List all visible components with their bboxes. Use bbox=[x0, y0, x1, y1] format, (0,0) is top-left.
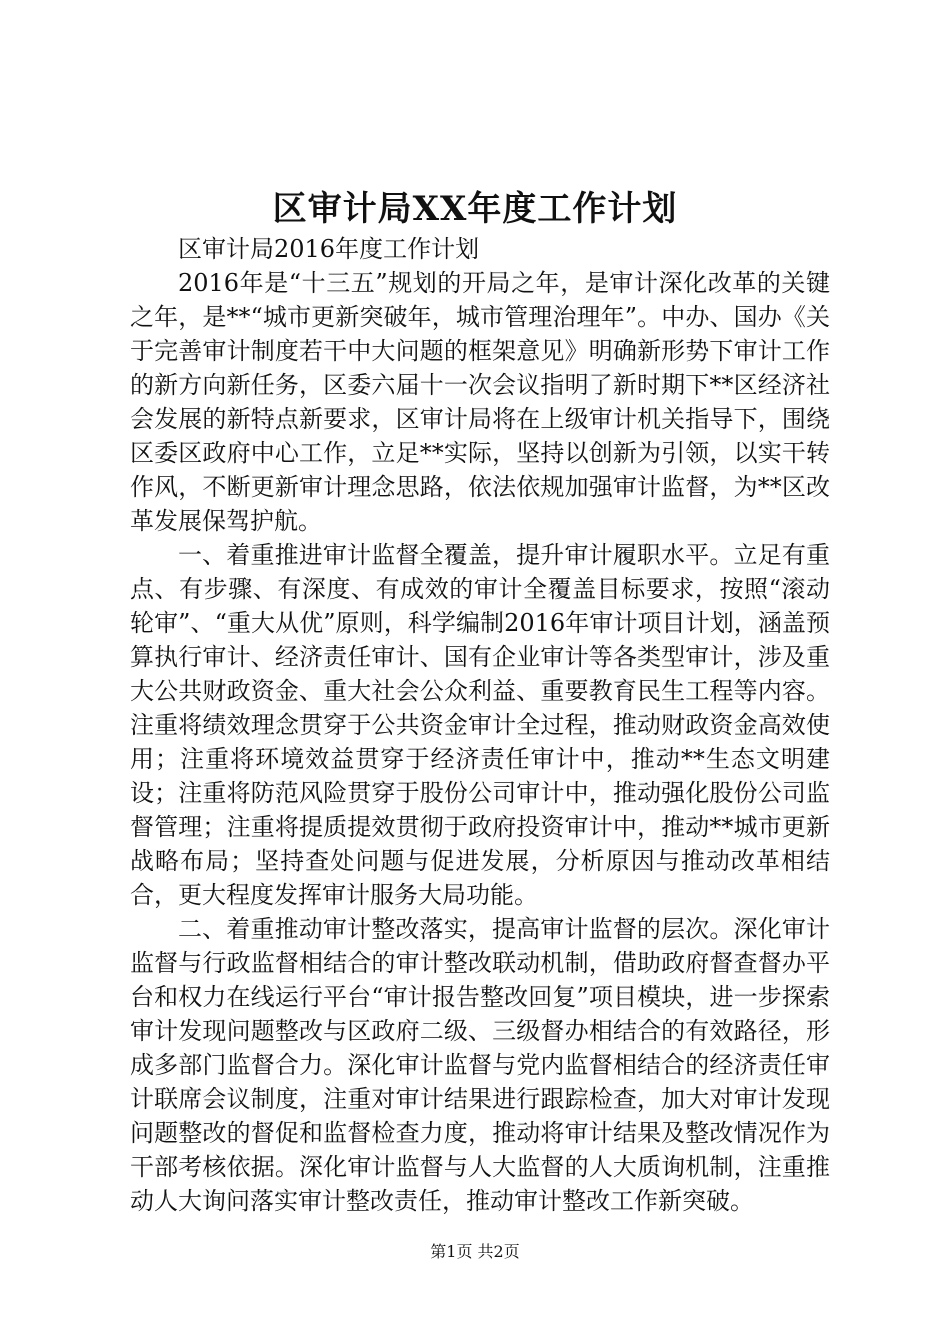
document-subtitle: 区审计局2016年度工作计划 bbox=[178, 235, 480, 263]
paragraph-intro: 2016年是“十三五”规划的开局之年，是审计深化改革的关键之年，是**“城市更新突破年，城市管理治理年”。中办、国办《关于完善审计制度若干中大问题的框架意见》明确新形势下审计工作的新方向新任务，区委六届十一次会议指明了新时期下**区经济社会发展的新特点新要求，区审计局将在上级审计机关指导下，围绕区委区政府中心工作，立足**实际，坚持以创新为引领，以实干转作风，不断更新审计理念思路，依法依规加强审计监督，为**区改革发展保驾护航。 bbox=[130, 269, 830, 535]
document-body bbox=[130, 232, 830, 1218]
document-title: 区审计局XX年度工作计划 bbox=[272, 189, 678, 229]
paragraph-section-2: 二、着重推动审计整改落实，提高审计监督的层次。深化审计监督与行政监督相结合的审计整改联动机制，借助政府督查督办平台和权力在线运行平台“审计报告整改回复”项目模块，进一步探索审计发现问题整改与区政府二级、三级督办相结合的有效路径，形成多部门监督合力。深化审计监督与党内监督相结合的经济责任审计联席会议制度，注重对审计结果进行跟踪检查，加大对审计发现问题整改的督促和监督检查力度，推动将审计结果及整改情况作为干部考核依据。深化审计监督与人大监督的人大质询机制，注重推动人大询问落实审计整改责任，推动审计整改工作新突破。 bbox=[130, 915, 830, 1215]
paragraph-section-1: 一、着重推进审计监督全覆盖，提升审计履职水平。立足有重点、有步骤、有深度、有成效的审计全覆盖目标要求，按照“滚动轮审”、“重大从优”原则，科学编制2016年审计项目计划，涵盖预算执行审计、经济责任审计、国有企业审计等各类型审计，涉及重大公共财政资金、重大社会公众利益、重要教育民生工程等内容。注重将绩效理念贯穿于公共资金审计全过程，推动财政资金高效使用；注重将环境效益贯穿于经济责任审计中，推动**生态文明建设；注重将防范风险贯穿于股份公司审计中，推动强化股份公司监督管理；注重将提质提效贯彻于政府投资审计中，推动**城市更新战略布局；坚持查处问题与促进发展，分析原因与推动改革相结合，更大程度发挥审计服务大局功能。 bbox=[130, 541, 830, 909]
page-footer: 第1页 共2页 bbox=[430, 1242, 520, 1261]
